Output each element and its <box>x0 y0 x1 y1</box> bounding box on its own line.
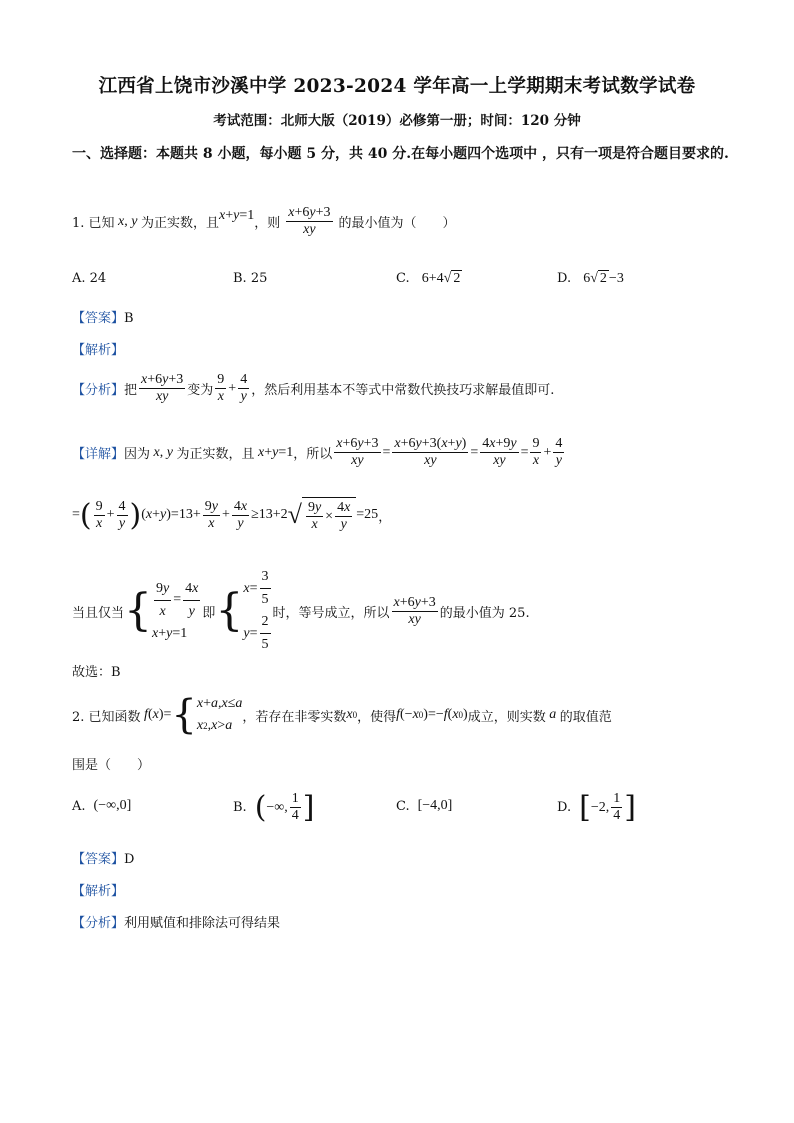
q1-stem: 1. 已知 x , y 为正实数，且 x + y =1 ，则 $\frac{x+6y+3}{xy}$ 的最小值为（ ） <box>72 205 456 237</box>
q2-answer-value: D <box>124 852 135 867</box>
q2-option-a-label: A. <box>72 798 86 814</box>
q1-option-c: C. 6+4√ 2 <box>396 271 461 286</box>
q1-detail-line2: = ( $\frac{9}{x}$ + $\frac{4}{y}$ ) ( x + y )=13+ $\frac{9y}{x}$ + $\frac{4x}{y}$ ≥13+2 √ $\frac{9y}{x}$ × $\frac{4x}{y}$ =25 ， <box>72 497 392 533</box>
section-heading: 一、选择题：本题共 8 小题，每小题 5 分，共 40 分.在每小题四个选项中 ，只有一项是符合题目要求的. <box>72 146 729 162</box>
q1-choose: 故选：B <box>72 665 121 680</box>
q1-detail-line1: 【详解】 因为 x , y 为正实数，且 x + y =1 ，所以 $\frac{x+6y+3}{xy}$ = $\frac{x+6y+3(x+y)}{xy}$ = $\frac{4x+9y}{xy}$ = $\frac{9}{x}$ + $\frac{4}{y}$ <box>72 436 563 468</box>
q2-option-a: A. (−∞,0] <box>72 798 132 814</box>
q1-math-constraint: x <box>219 207 226 223</box>
q2-stem-f: 围是（ ） <box>72 758 151 773</box>
q1-option-c-label: C. <box>396 271 410 286</box>
q2-option-d-label: D. <box>557 800 572 815</box>
q1-option-b: B. 25 <box>233 271 268 286</box>
q1-fenxi-a: 把 <box>124 383 138 398</box>
q1-detail-line3: 当且仅当 { $\frac{9y}{x}$ = $\frac{4x}{y}$ x + y =1 即 { x = $\frac{3}{5}$ y = $\frac{2}{5}$ 时，等号成立，所以 $\frac{x+6y+3}{xy}$ 的最小值为 25. <box>72 566 530 656</box>
q1-fenxi-fraction: $\frac{x+6y+3}{xy}$ <box>141 372 184 404</box>
answer-label: 【答案】 <box>72 311 125 326</box>
q2-option-b: B. ( −∞, $\frac{1}{4}$ ] <box>233 790 315 825</box>
q2-option-d: D. [ −2, $\frac{1}{4}$ ] <box>557 790 636 825</box>
paper-title: 江西省上饶市沙溪中学 2023-2024 学年高一上学期期末考试数学试卷 <box>98 76 696 97</box>
q1-line3-c: 时，等号成立，所以 <box>272 605 390 621</box>
q1-line3-d: 的最小值为 25. <box>439 605 530 621</box>
q2-stem: 2. 已知函数 f ( x )= { x + a , x ≤ a x 2 , x > a ，若存在非零实数 x 0 ，使得 f (− x 0 )=− f ( x 0 ) 成立，则实数 a 的取值范 <box>72 692 612 738</box>
q1-fenxi: 【分析】 把 $\frac{x+6y+3}{xy}$ 变为 $\frac{9}{x}$ + $\frac{4}{y}$ ，然后利用基本不等式中常数代换技巧求解最值即可. <box>72 372 555 404</box>
analysis-label: 【解析】 <box>72 343 125 358</box>
q1-detail-a: 因为 <box>124 447 151 462</box>
q2-answer-label: 【答案】 <box>72 852 125 867</box>
q2-stem-c: ，使得 <box>357 709 397 725</box>
q2-answer <box>72 848 134 867</box>
q1-stem-c: ，则 <box>254 216 281 231</box>
q2-stem-d: 成立，则实数 <box>467 709 546 725</box>
q1-answer <box>72 307 134 326</box>
q1-detail-b: 为正实数，且 <box>176 447 255 462</box>
q2-fenxi <box>72 912 280 931</box>
q1-fraction: $\frac{x+6y+3}{xy}$ <box>288 205 331 237</box>
q1-option-d-label: D. <box>557 271 572 286</box>
q1-stem-d: 的最小值为（ ） <box>338 216 456 231</box>
q1-option-a: A. 24 <box>72 271 107 286</box>
paper-subtitle: 考试范围：北师大版（2019）必修第一册；时间：120 分钟 <box>213 113 581 129</box>
answer-value: B <box>124 311 134 326</box>
q1-option-d: D. 6√ 2 −3 <box>557 271 624 286</box>
q2-fenxi-text: 利用赋值和排除法可得结果 <box>124 916 281 931</box>
q1-stem-a: 1. 已知 <box>72 216 115 231</box>
q1-fenxi-b: 变为 <box>187 383 214 398</box>
fenxi-label: 【分析】 <box>72 383 125 398</box>
q2-option-b-label: B. <box>233 800 247 815</box>
q1-line3-a: 当且仅当 <box>72 605 125 621</box>
q1-math-xy: x <box>114 213 125 229</box>
q2-option-c: C. [−4,0] <box>396 798 453 814</box>
q1-detail-c: ，所以 <box>293 447 333 462</box>
detail-label: 【详解】 <box>72 447 125 462</box>
q1-line3-b: 即 <box>202 605 216 621</box>
q2-fenxi-label: 【分析】 <box>72 916 125 931</box>
q2-stem-b: ，若存在非零实数 <box>242 709 347 725</box>
q2-stem-a: 2. 已知函数 <box>72 709 141 725</box>
q2-analysis-label: 【解析】 <box>72 884 125 899</box>
q1-fenxi-c: ，然后利用基本不等式中常数代换技巧求解最值即可. <box>251 383 555 398</box>
q2-stem-e: 的取值范 <box>559 709 612 725</box>
q2-option-c-label: C. <box>396 798 410 814</box>
q1-stem-b: 为正实数，且 <box>140 216 219 231</box>
